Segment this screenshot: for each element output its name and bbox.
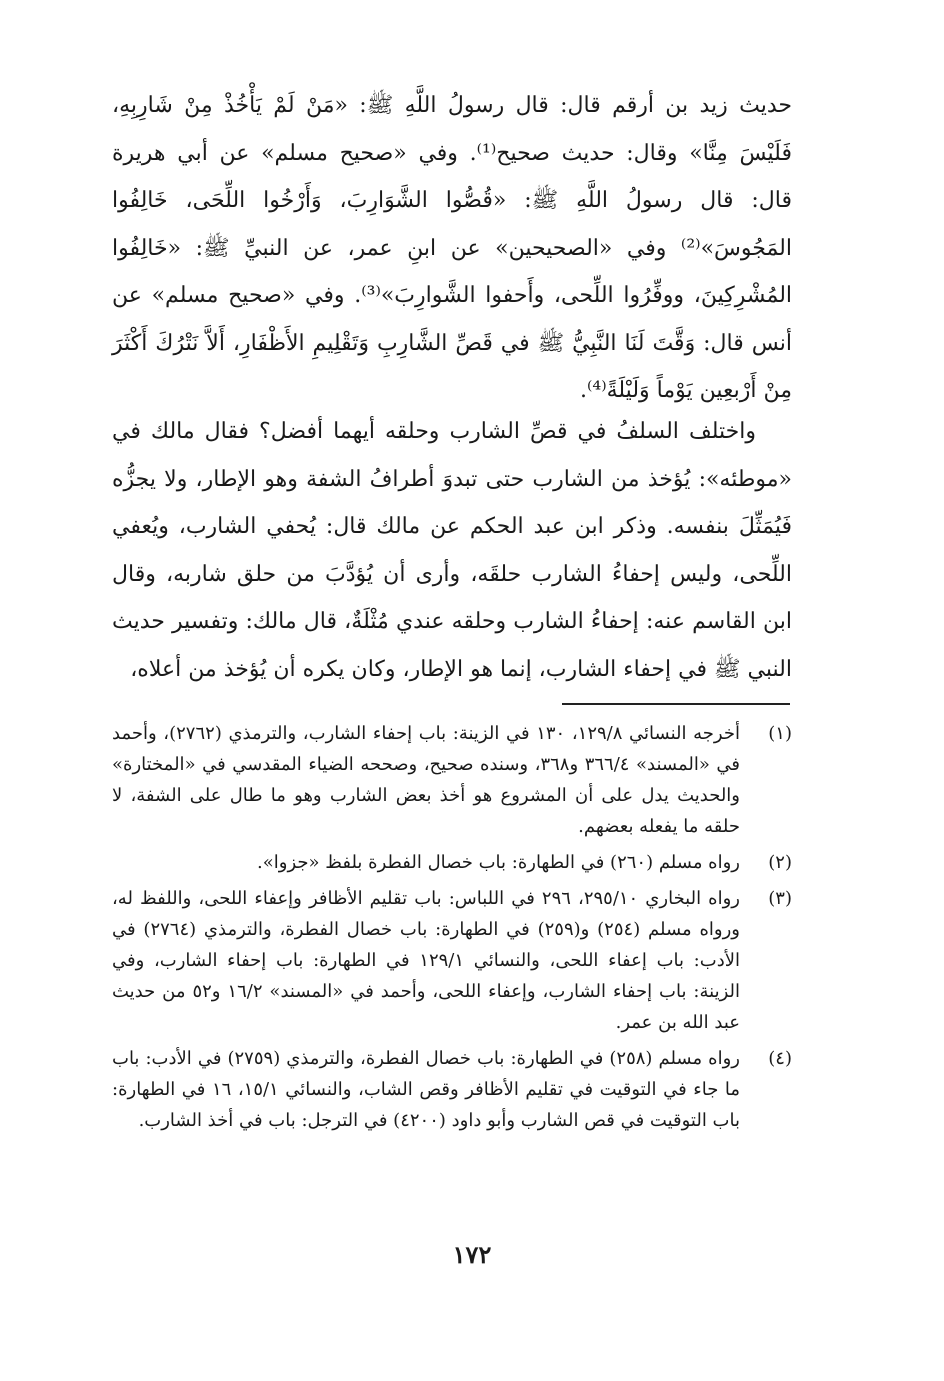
paragraph-hadith: حديث زيد بن أرقم قال: قال رسولُ اللَّهِ ﷺ: «مَنْ لَمْ يَأْخُذْ مِنْ شَارِبِهِ، فَلَيْسَ مِنَّا» وقال: حديث صحيح⁽¹⁾. وفي «صحيح مسلم» عن أبي هريرة قال: قال رسولُ اللَّهِ ﷺ: «قُصُّوا الشَّوَارِبَ، وَأَرْخُوا اللِّحَى، خَالِفُوا المَجُوسَ»⁽²⁾ وفي «الصحيحين» عن ابنِ عمر، عن النبيِّ ﷺ: «خَالِفُوا المُشْرِكِينَ، ووفِّرُوا اللِّحى، وأَحفوا الشَّوارِبَ»⁽³⁾. وفي «صحيح مسلم» عن أنس قال: وَقَّتَ لَنَا النَّبِيُّ ﷺ في قَصِّ الشَّارِبِ وَتَقْلِيمِ الأَظْفَارِ، أَلاَّ نَتْرُكَ أَكْثَرَ مِنْ أَرْبعِين يَوْماً وَلَيْلَةً⁽⁴⁾.: [112, 93, 793, 403]
footnote-2: [112, 847, 792, 878]
footnote-text: رواه مسلم (٢٥٨) في الطهارة: باب خصال الفطرة، والترمذي (٢٧٥٩) في الأدب: باب ما جاء في التوقيت في تقليم الأظافر وقص الشاب، والنسائي ١٥/١، ١٦ في الطهارة: باب التوقيت في قص الشارب وأبو داود (٤٢٠٠) في الترجل: باب في أخذ الشارب.: [112, 1048, 741, 1131]
footnote-3: [112, 883, 792, 1038]
footnote-1: [112, 718, 792, 842]
footnotes: [112, 718, 792, 1141]
footnote-4: [112, 1043, 792, 1136]
footnote-text: أخرجه النسائي ١٢٩/٨، ١٣٠ في الزينة: باب إحفاء الشارب، والترمذي (٢٧٦٢)، وأحمد في «المسند» ٣٦٦/٤ و٣٦٨، وسنده صحيح، وصححه الضياء المقدسي في «المختارة» والحديث يدل على أن المشروع هو أخذ بعض الشارب وهو ما طال على الشفة، لا حلقه ما يفعله بعضهم.: [112, 723, 741, 837]
footnote-text: رواه مسلم (٢٦٠) في الطهارة: باب خصال الفطرة بلفظ «جزوا».: [257, 852, 740, 873]
footnote-number: (٢): [768, 852, 792, 873]
footnote-number: (٣): [768, 888, 792, 909]
footnote-number: (١): [768, 723, 792, 744]
page-number: ١٧٢: [452, 1240, 492, 1269]
footnote-text: رواه البخاري ٢٩٥/١٠، ٢٩٦ في اللباس: باب تقليم الأظافر وإعفاء اللحى، واللفظ له، ورواه مسلم (٢٥٤) و(٢٥٩) في الطهارة: باب خصال الفطرة، والترمذي (٢٧٦٤) في الأدب: باب إعفاء اللحى، والنسائي ١٢٩/١ في الطهارة: باب إحفاء الشارب، وفي الزينة: باب إحفاء الشارب، وإعفاء اللحى، وأحمد في «المسند» ١٦/٢ و٥٢ من حديث عبد الله بن عمر.: [112, 888, 740, 1033]
paragraph-salaf-disagreement: واختلف السلفُ في قصِّ الشارب وحلقه أيهما أفضل؟ فقال مالك في «موطئه»: يُؤخذ من الشارب حتى تبدوَ أطرافُ الشفة وهو الإطار، ولا يجزُّه فَيُمَثِّلَ بنفسه. وذكر ابن عبد الحكم عن مالك قال: يُحفي الشارب، ويُعفي اللِّحى، وليس إحفاءُ الشارب حلقَه، وأرى أن يُؤدَّبَ من حلق شاربه، وقال ابن القاسم عنه: إحفاءُ الشارب وحلقه عندي مُثْلَةٌ، قال مالك: وتفسير حديث النبي ﷺ في إحفاء الشارب، إنما هو الإطار، وكان يكره أن يُؤخذ من أعلاه،: [112, 419, 792, 682]
footnote-number: (٤): [768, 1048, 792, 1069]
footnote-separator: [562, 703, 790, 705]
main-text: [112, 82, 792, 415]
